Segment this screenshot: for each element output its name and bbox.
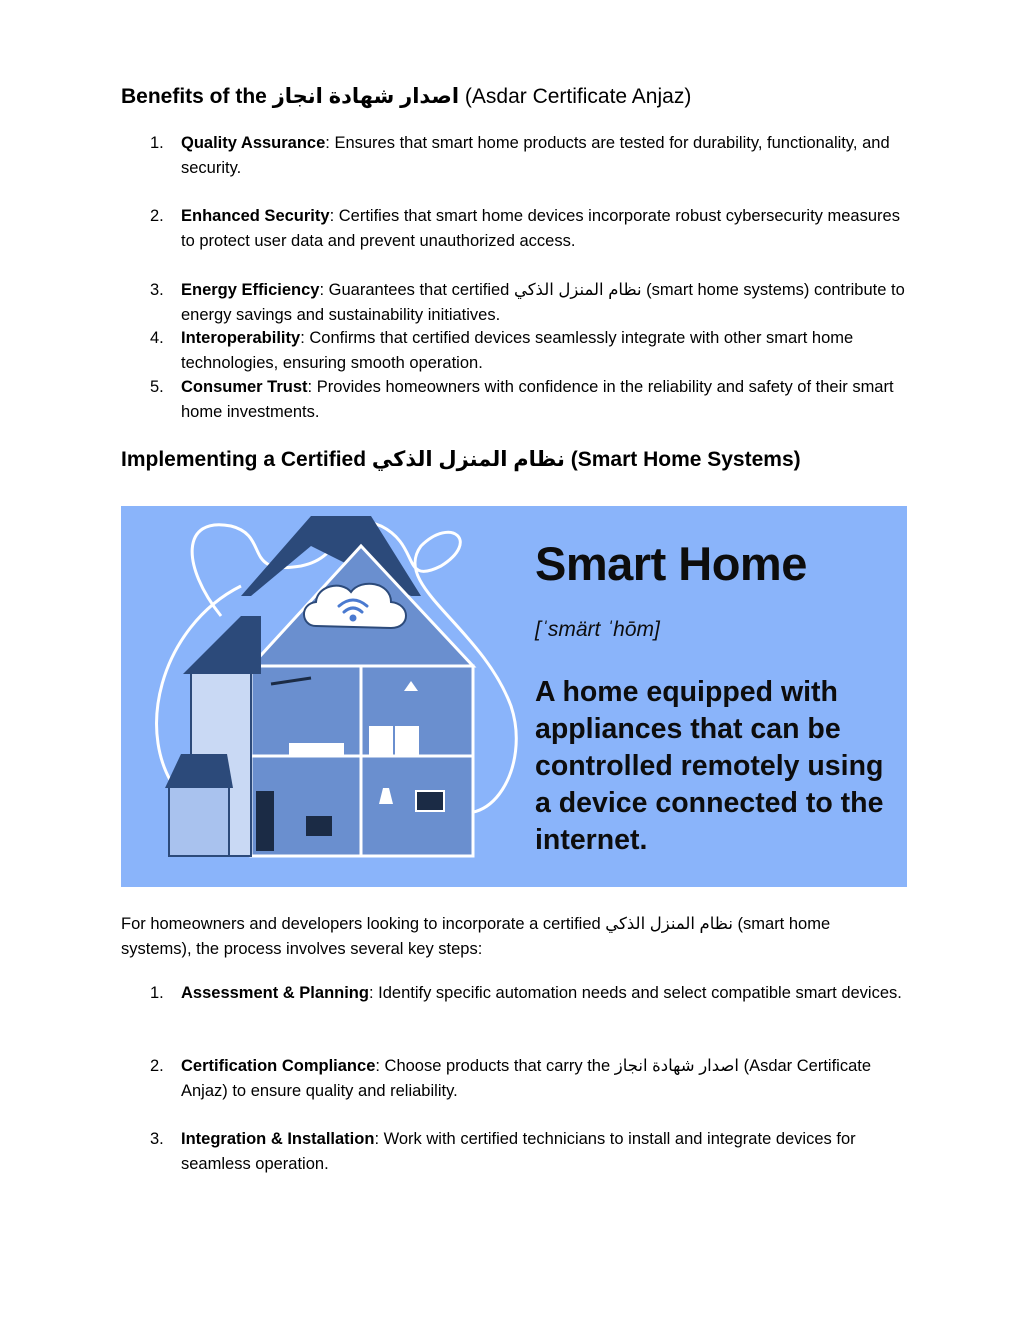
- item-title: Assessment & Planning: [181, 984, 369, 1002]
- item-text: : Identify specific automation needs and select compatible smart devices.: [368, 984, 902, 1002]
- item-title: Interoperability: [181, 329, 301, 347]
- item-arabic: اصدار شهادة انجاز: [614, 1057, 739, 1075]
- item-arabic: نظام المنزل الذكي: [513, 281, 642, 299]
- item-title: Energy Efficiency: [181, 281, 320, 299]
- item-title: Enhanced Security: [181, 207, 330, 225]
- item-title: Integration & Installation: [181, 1130, 375, 1148]
- list-number: 1.: [150, 984, 164, 1002]
- item-text: : Confirms that certified devices seamlessly integrate with other smart home technologies, ensuring smooth operation.: [181, 329, 854, 372]
- dryer-icon: [395, 726, 419, 756]
- smart-home-figure: [121, 506, 907, 887]
- figure-definition: A home equipped with appliances that can be controlled remotely using a device connected to the internet.: [535, 676, 884, 856]
- item-text: (smart home systems) contribute to energy savings and sustainability initiatives.: [181, 281, 905, 324]
- list-number: 5.: [150, 378, 164, 396]
- heading-arabic: نظام المنزل الذكي: [371, 448, 565, 471]
- list-number: 1.: [150, 134, 164, 152]
- list-number: 3.: [150, 1130, 164, 1148]
- figure-title: Smart Home: [535, 537, 807, 590]
- implementing-heading: [121, 447, 801, 473]
- intro-text: For homeowners and developers looking to incorporate a certified: [121, 915, 606, 933]
- item-title: Consumer Trust: [181, 378, 308, 396]
- oven-icon: [306, 816, 332, 836]
- heading-arabic: اصدار شهادة انجاز: [272, 85, 460, 108]
- house-porch: [169, 786, 229, 856]
- figure-pronunciation: [ˈsmärt ˈhōm]: [535, 618, 660, 641]
- washer-icon: [369, 726, 393, 756]
- porch-roof: [165, 754, 233, 788]
- item-text: : Choose products that carry the: [375, 1057, 615, 1075]
- item-title: Certification Compliance: [181, 1057, 376, 1075]
- item-text: (Asdar Certificate Anjaz) to ensure quality and reliability.: [181, 1057, 872, 1100]
- intro-arabic: نظام المنزل الذكي: [605, 915, 733, 933]
- heading-before: Implementing a Certified: [121, 448, 367, 471]
- fridge-icon: [256, 791, 274, 851]
- list-number: 2.: [150, 207, 164, 225]
- item-text: : Provides homeowners with confidence in the reliability and safety of their smart home investments.: [181, 378, 894, 421]
- heading-after: (Smart Home Systems): [570, 448, 801, 471]
- intro-paragraph: [121, 912, 901, 961]
- item-title: Quality Assurance: [181, 134, 326, 152]
- intro-text: (smart home systems), the process involves several key steps:: [121, 915, 831, 958]
- list-number: 3.: [150, 281, 164, 299]
- item-text: : Guarantees that certified: [319, 281, 514, 299]
- heading-bold: Benefits of the: [121, 85, 267, 108]
- list-number: 4.: [150, 329, 164, 347]
- item-text: : Certifies that smart home devices incorporate robust cybersecurity measures to protect user data and prevent unauthorized access.: [181, 207, 900, 250]
- item-text: : Ensures that smart home products are tested for durability, functionality, and security.: [181, 134, 890, 177]
- tv-icon: [416, 791, 444, 811]
- benefits-heading: [121, 84, 691, 110]
- item-text: : Work with certified technicians to install and integrate devices for seamless operation.: [181, 1130, 856, 1173]
- heading-rest: (Asdar Certificate Anjaz): [464, 85, 692, 108]
- list-number: 2.: [150, 1057, 164, 1075]
- sofa-icon: [289, 743, 344, 755]
